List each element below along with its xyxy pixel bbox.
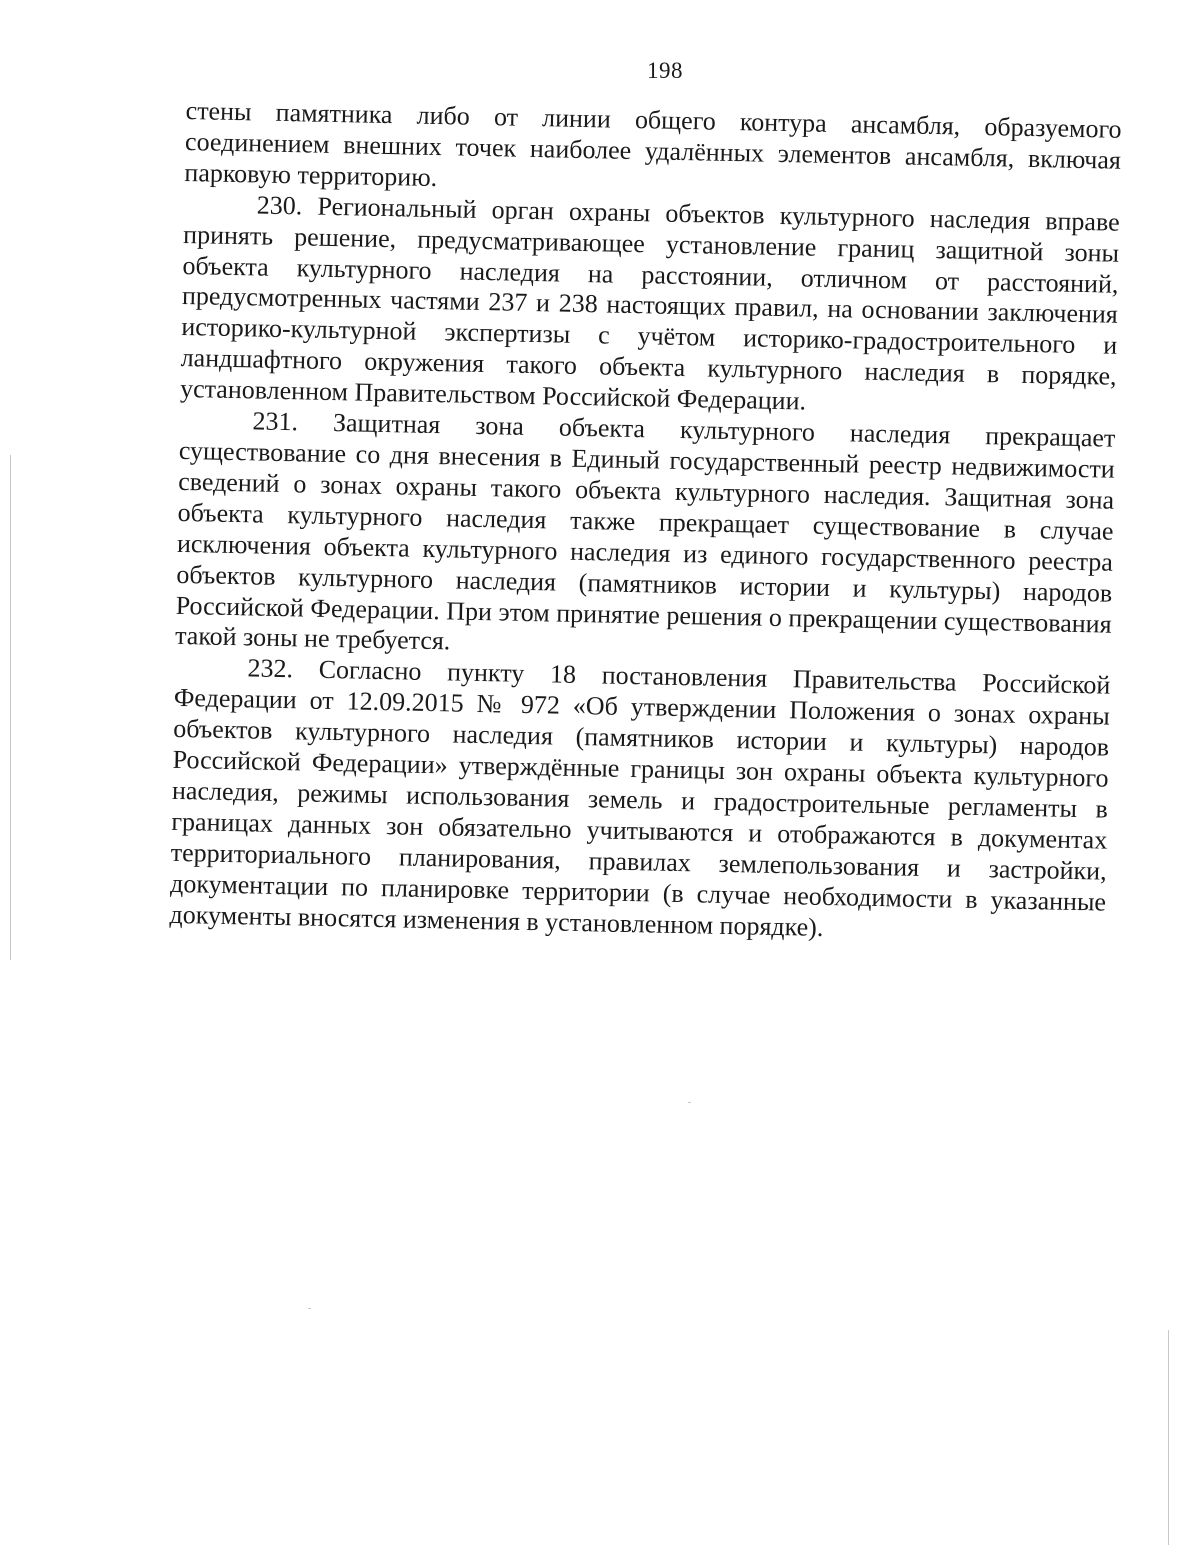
paragraph-230: 230. Региональный орган охраны объектов культурного наследия вправе принять решение, предусматривающее установление границ защитной зоны объекта культурного наследия на расстоянии, отличном от расстояний, предусмотренных частями 237 и 238 настоящих правил, на основании заключения историко-культурной экспертизы с учётом историко-градостроительного и ландшафтного окружения такого объекта культурного наследия в порядке, установленном Правительством Российской Федерации.	[179, 190, 1120, 416]
paragraph-continuation: стены памятника либо от линии общего контура ансамбля, образуемого соединением внешних точек наиболее удалённых элементов ансамбля, включая парковую территорию.	[184, 96, 1122, 192]
scan-speck-1	[688, 1102, 691, 1103]
scan-edge-line-left	[10, 455, 11, 960]
paragraph-231: 231. Защитная зона объекта культурного наследия прекращает существование со дня внесения в Единый государственный реестр недвижимости сведений о зонах охраны такого объекта культурного наследия. Защитная зона объекта культурного наследия также прекращает существование в случае исключения объекта культурного наследия из единого государственного реестра объектов культурного наследия (памятников истории и культуры) народов Российской Федерации. При этом принятие решения о прекращении существования такой зоны не требуется.	[174, 406, 1116, 656]
scan-edge-line-right	[1168, 1330, 1169, 1545]
scan-speck-2	[308, 1308, 311, 1309]
paragraph-232: 232. Согласно пункту 18 постановления Правительства Российской Федерации от 12.09.2015 № 972 «Об утверждении Положения о зонах охраны объектов культурного наследия (памятников истории и культуры) народов Российской Федерации» утверждённые границы зон охраны объекта культурного наследия, режимы использования земель и градостроительные регламенты в границах данных зон обязательно учитываются и отображаются в документах территориального планирования, правилах землепользования и застройки, документации по планировке территории (в случае необходимости в указанные документы вносятся изменения в установленном порядке).	[169, 653, 1111, 942]
document-body	[169, 96, 1122, 949]
page-number: 198	[647, 58, 683, 83]
